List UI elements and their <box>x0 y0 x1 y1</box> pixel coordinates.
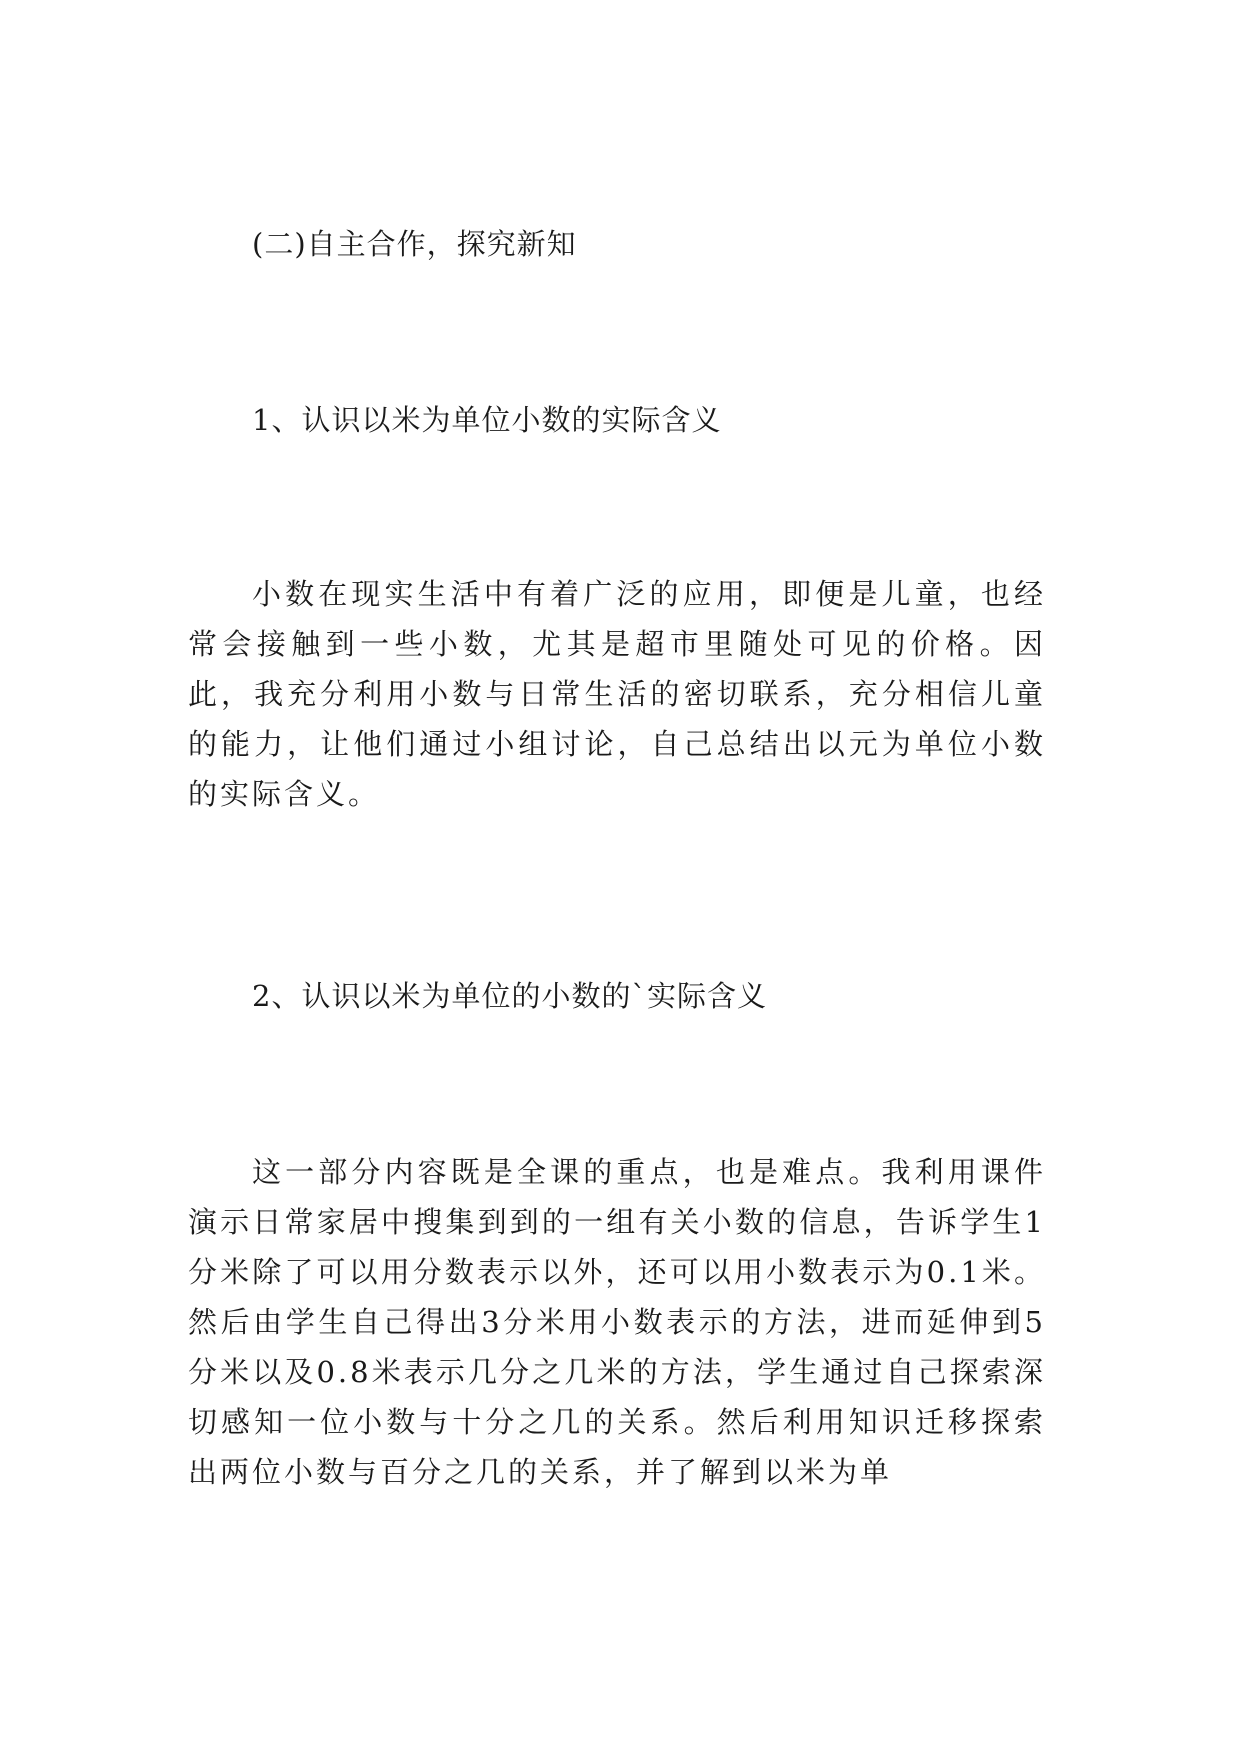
section-heading-main: (二)自主合作，探究新知 <box>252 227 577 261</box>
subsection-heading-1: 1、认识以米为单位小数的实际含义 <box>252 403 722 437</box>
body-paragraph-1: 小数在现实生活中有着广泛的应用，即便是儿童，也经常会接触到一些小数，尤其是超市里随处可见的价格。因此，我充分利用小数与日常生活的密切联系，充分相信儿童的能力，让他们通过小组讨论，自己总结出以元为单位小数的实际含义。 <box>188 577 1046 811</box>
subsection-heading-2: 2、认识以米为单位的小数的`实际含义 <box>252 979 767 1013</box>
body-paragraph-2: 这一部分内容既是全课的重点，也是难点。我利用课件演示日常家居中搜集到到的一组有关小数的信息，告诉学生1分米除了可以用分数表示以外，还可以用小数表示为0.1米。然后由学生自己得出3分米用小数表示的方法，进而延伸到5分米以及0.8米表示几分之几米的方法，学生通过自己探索深切感知一位小数与十分之几的关系。然后利用知识迁移探索出两位小数与百分之几的关系，并了解到以米为单 <box>188 1155 1046 1489</box>
